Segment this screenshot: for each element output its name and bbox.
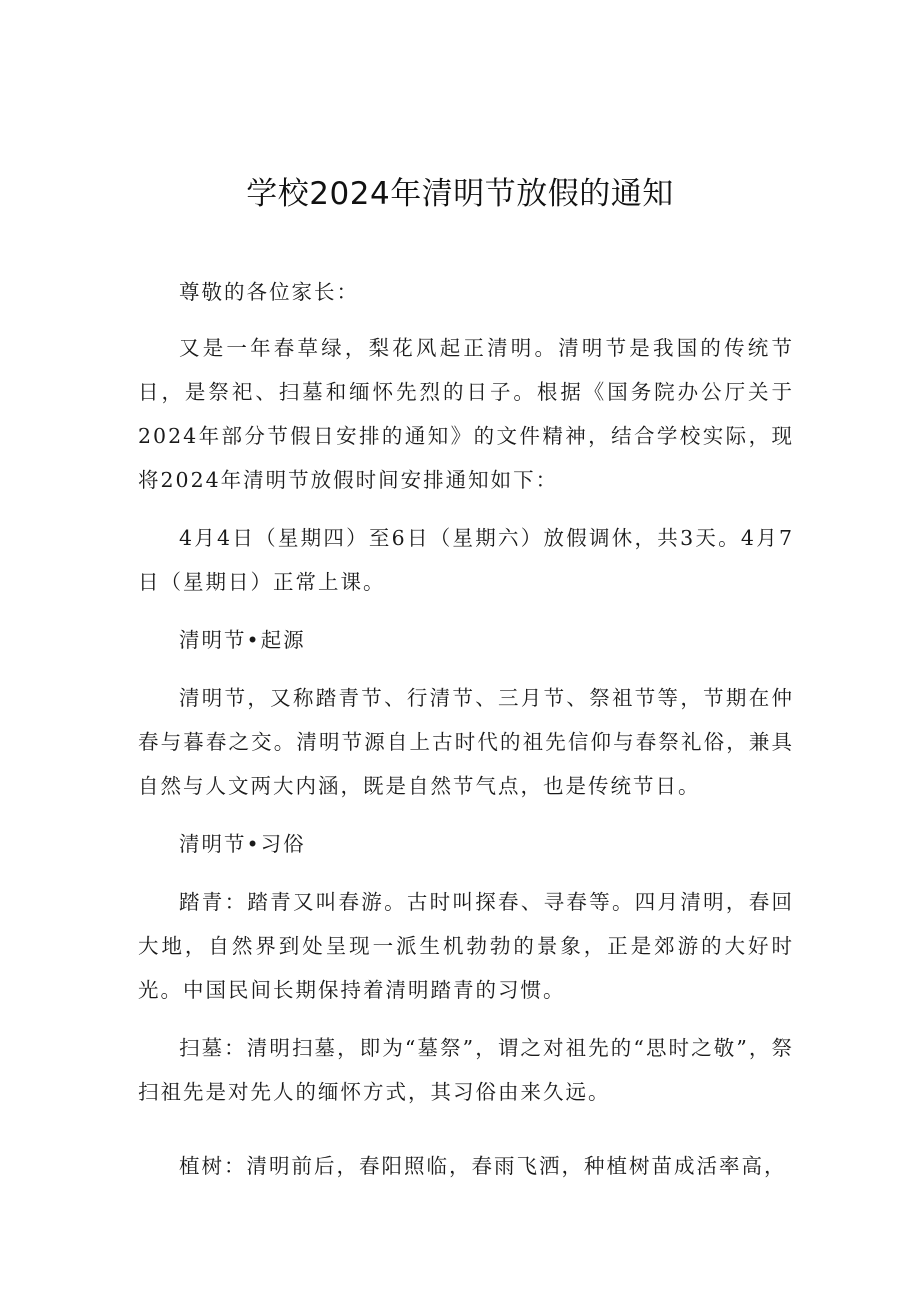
section-heading-origin: 清明节•起源	[179, 628, 306, 652]
holiday-schedule-paragraph: 4月4日（星期四）至6日（星期六）放假调休，共3天。4月7日（星期日）正常上课。	[138, 526, 794, 594]
document-body	[138, 270, 794, 1202]
salutation: 尊敬的各位家长：	[179, 280, 359, 304]
intro-paragraph: 又是一年春草绿，梨花风起正清明。清明节是我国的传统节日，是祭祀、扫墓和缅怀先烈的日子。根据《国务院办公厅关于2024年部分节假日安排的通知》的文件精神，结合学校实际，现将2024年清明节放假时间安排通知如下：	[138, 336, 794, 492]
custom-outing-paragraph: 踏青：踏青又叫春游。古时叫探春、寻春等。四月清明，春回大地，自然界到处呈现一派生机勃勃的景象，正是郊游的大好时光。中国民间长期保持着清明踏青的习惯。	[138, 890, 794, 1002]
origin-paragraph: 清明节，又称踏青节、行清节、三月节、祭祖节等，节期在仲春与暮春之交。清明节源自上古时代的祖先信仰与春祭礼俗，兼具自然与人文两大内涵，既是自然节气点，也是传统节日。	[138, 686, 794, 798]
document-title: 学校2024年清明节放假的通知	[246, 176, 674, 212]
section-heading-customs: 清明节•习俗	[179, 832, 306, 856]
custom-tree-planting-paragraph: 植树：清明前后，春阳照临，春雨飞洒，种植树苗成活率高，	[179, 1154, 787, 1178]
custom-tomb-sweeping-paragraph: 扫墓：清明扫墓，即为“墓祭”，谓之对祖先的“思时之敬”，祭扫祖先是对先人的缅怀方式，其习俗由来久远。	[138, 1036, 794, 1104]
